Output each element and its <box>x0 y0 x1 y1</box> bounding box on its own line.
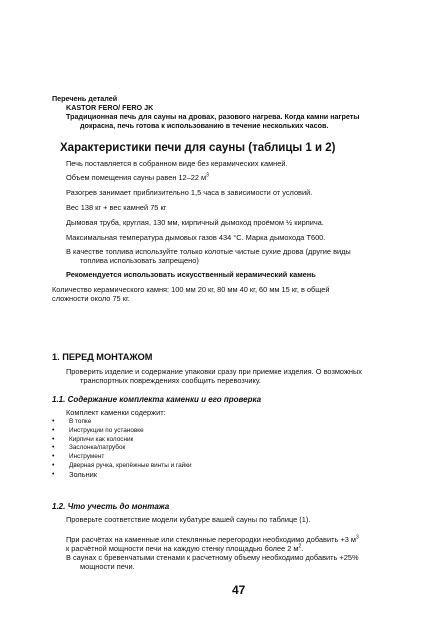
kit-intro: Комплект каменки содержит: <box>66 408 166 417</box>
char-para-2: Объем помещения сауны равен 12–22 $м^3$ <box>66 172 209 182</box>
characteristics-title: Характеристики печи для сауны (таблицы 1 и 2) <box>60 142 336 154</box>
section-1-2-para-2-line-1: При расчётах на каменные или стеклянные перегородки необходимо добавить +3 $м^3$ <box>66 534 359 544</box>
list-item: • Заслонка/патрубок <box>52 444 192 453</box>
list-item: • Инструкции по установке <box>52 427 192 436</box>
char-para-6: Максимальная температура дымовых газов 434 °C. Марка дымохода T600. <box>66 233 326 242</box>
char-para-3: Разогрев занимает приблизительно 1,5 часа в зависимости от условий. <box>66 188 313 197</box>
section-1-line-1: Проверить изделие и содержание упаковки сразу при приемке изделия. О возможных <box>66 367 362 376</box>
section-1-line-2: транспортных повреждениях сообщить перевозчику. <box>80 376 261 385</box>
description-line-1: Традиционная печь для сауны на дровах, разового нагрева. Когда камни нагреты <box>66 112 360 121</box>
char-para-9-line-2: сложности около 75 кг. <box>52 294 130 303</box>
char-para-5: Дымовая труба, круглая, 130 мм, кирпичный дымоход проёмом ½ кирпича. <box>66 218 324 227</box>
parts-title: Перечень деталей <box>52 94 118 103</box>
page-number: 47 <box>232 583 246 597</box>
section-1-2-para-2-line-2: к расчётной мощности печи на каждую стенку площадью более 2 $м^2$. <box>66 543 304 553</box>
list-item: • Дверная ручка, крепёжные винты и гайки <box>52 462 192 471</box>
section-1-2-para-3-line-2: мощности печи. <box>80 562 135 571</box>
char-para-4: Вес 138 кг + вес камней 75 кг <box>66 203 167 212</box>
char-para-9-line-1: Количество керамического камня: 100 мм 20 кг, 80 мм 40 кг, 60 мм 15 кг, в общей <box>52 285 330 294</box>
description-line-2: докрасна, печь готова к использованию в течение нескольких часов. <box>80 121 329 130</box>
section-1-2-title: 1.2. Что учесть до монтажа <box>52 502 170 511</box>
char-para-8: Рекомендуется использовать искусственный керамический камень <box>66 270 316 279</box>
section-1-1-title: 1.1. Содержание комплекта каменки и его проверка <box>52 395 262 404</box>
section-1-2-para-1: Проверьте соответствие модели кубатуре вашей сауны по таблице (1). <box>66 515 311 524</box>
char-para-1: Печь поставляется в собранном виде без керамических камней. <box>66 159 288 168</box>
list-item: • Инструмент <box>52 453 192 462</box>
section-1-title: 1. ПЕРЕД МОНТАЖОМ <box>52 352 153 362</box>
kit-contents-list <box>52 418 192 480</box>
char-para-7-line-2: топлива использовать запрещено) <box>80 256 199 265</box>
list-item: • В топке <box>52 418 192 427</box>
char-para-7-line-1: В качестве топлива используйте только колотые чистые сухие дрова (другие виды <box>66 247 351 256</box>
model-name: KASTOR FERO/ FERO JK <box>66 103 154 112</box>
list-item: • Зольник <box>52 471 192 480</box>
list-item: • Кирпичи как колосник <box>52 436 192 445</box>
section-1-2-para-3-line-1: В саунах с бревенчатыми стенами к расчетному объему необходимо добавить +25% <box>66 553 359 562</box>
